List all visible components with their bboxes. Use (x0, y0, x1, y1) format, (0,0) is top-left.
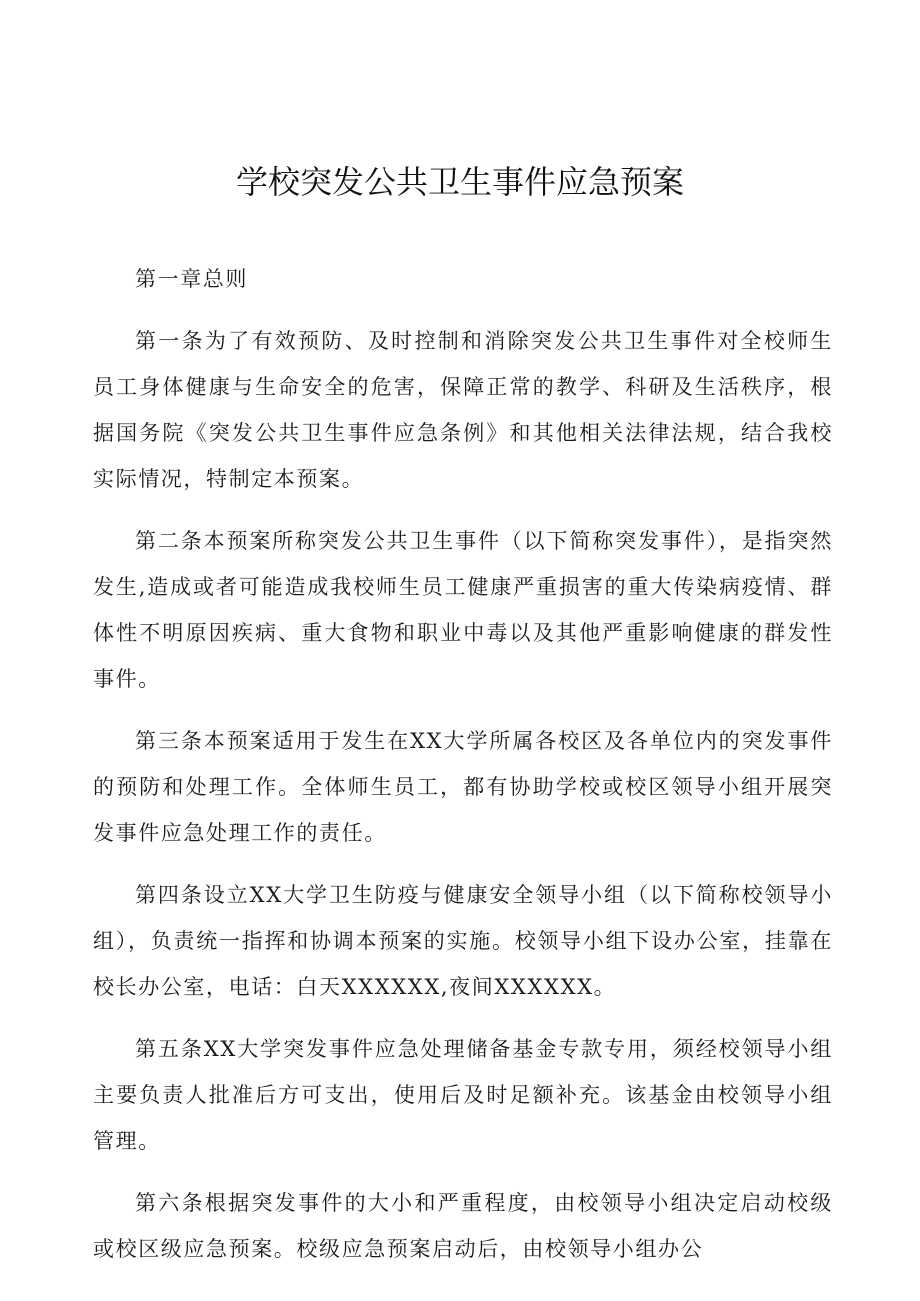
article-2-paragraph: 第二条本预案所称突发公共卫生事件（以下简称突发事件），是指突然发生,造成或者可能造成我校师生员工健康严重损害的重大传染病疫情、群体性不明原因疾病、重大食物和职业中毒以及其他严重影响健康的群发性事件。 (93, 529, 833, 691)
chapter-heading: 第一章总则 (135, 267, 248, 291)
article-5-paragraph: 第五条XX大学突发事件应急处理储备基金专款专用，须经校领导小组主要负责人批准后方可支出，使用后及时足额补充。该基金由校领导小组管理。 (93, 1037, 833, 1153)
article-6-paragraph: 第六条根据突发事件的大小和严重程度，由校领导小组决定启动校级或校区级应急预案。校级应急预案启动后，由校领导小组办公 (93, 1191, 833, 1261)
document-title: 学校突发公共卫生事件应急预案 (235, 163, 684, 201)
article-1-paragraph: 第一条为了有效预防、及时控制和消除突发公共卫生事件对全校师生员工身体健康与生命安全的危害，保障正常的教学、科研及生活秩序，根据国务院《突发公共卫生事件应急条例》和其他相关法律法规，结合我校实际情况，特制定本预案。 (93, 329, 833, 491)
article-4-paragraph: 第四条设立XX大学卫生防疫与健康安全领导小组（以下简称校领导小组），负责统一指挥和协调本预案的实施。校领导小组下设办公室，挂靠在校长办公室，电话：白天XXXXXX,夜间XXXXXX。 (93, 883, 833, 999)
article-3-paragraph: 第三条本预案适用于发生在XX大学所属各校区及各单位内的突发事件的预防和处理工作。全体师生员工，都有协助学校或校区领导小组开展突发事件应急处理工作的责任。 (93, 729, 833, 845)
document-body (93, 256, 833, 1272)
